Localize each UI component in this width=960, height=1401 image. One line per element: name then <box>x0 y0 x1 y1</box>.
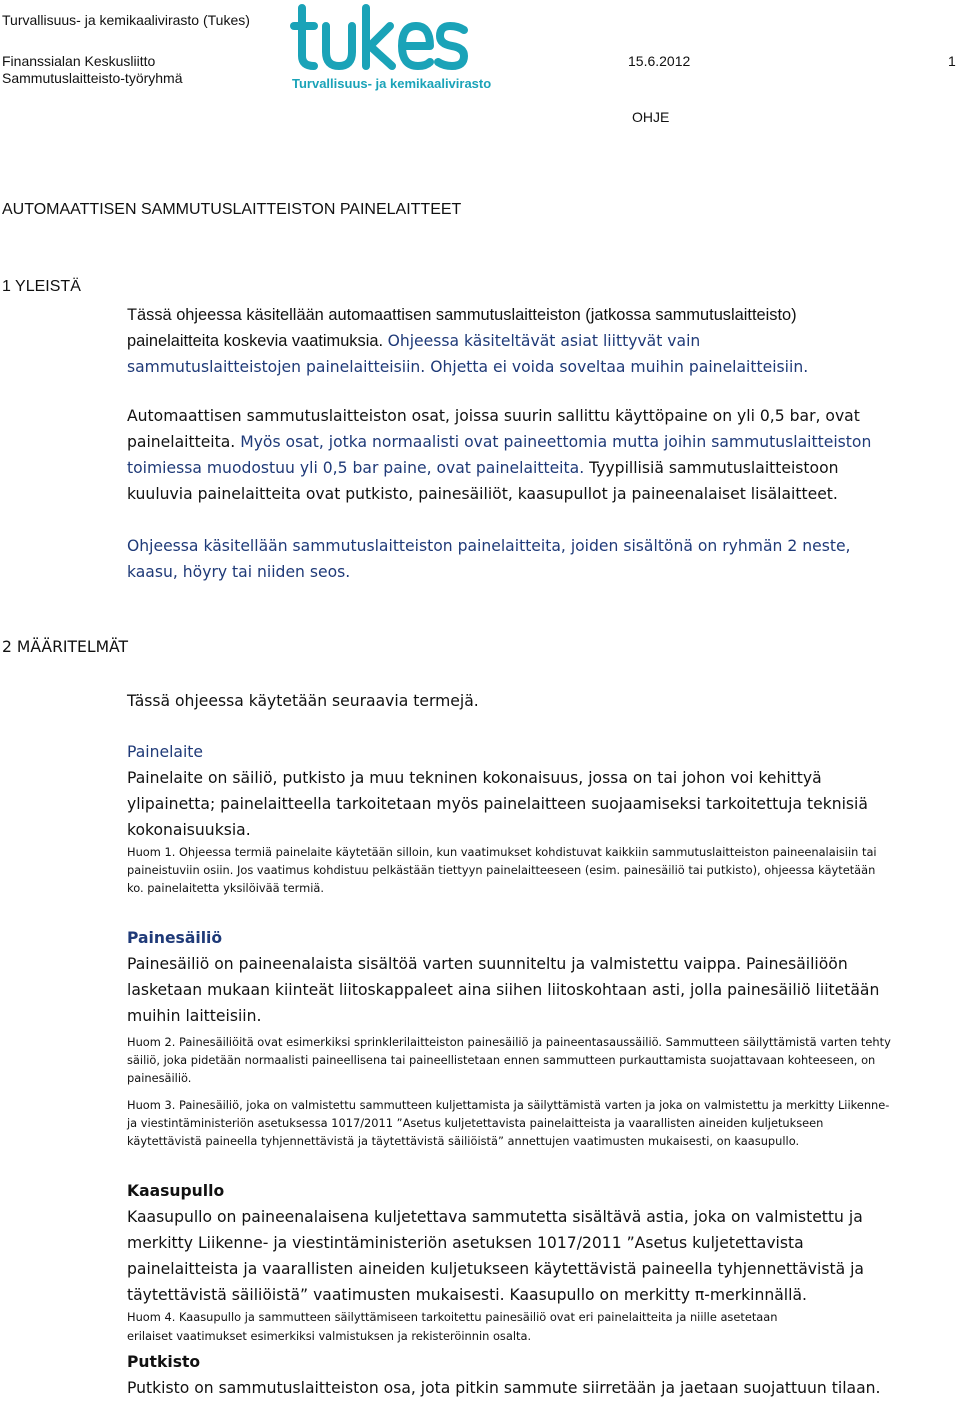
s2-intro: Tässä ohjeessa käytetään seuraavia termejä. <box>127 692 479 710</box>
text-line: Ohjeessa käsitellään sammutuslaitteiston painelaitteita, joiden sisältönä on ryhmän 2 neste, <box>127 537 851 555</box>
note-3 <box>127 1096 889 1150</box>
definition-painelaite <box>127 739 868 843</box>
text-line: säiliö, joka pidetään normaalisti paineellisena tai paineellistetaan ennen sammutteen purkauttamista suojattavaan kohteeseen, on <box>127 1053 876 1067</box>
text-line: paineistuviin osiin. Jos vaatimus kohdistuu pelkästään tiettyyn painelaitteeseen (esim. painesäiliö tai putkisto), ohjeessa käytetään <box>127 863 876 877</box>
text-line <box>127 429 871 455</box>
term-heading: Putkisto <box>127 1353 201 1371</box>
s1-paragraph-2 <box>127 403 871 507</box>
text-line: Putkisto on sammutuslaitteiston osa, jota pitkin sammute siirretään ja jaetaan suojattuun tilaan. <box>127 1379 881 1397</box>
text-line: Huom 3. Painesäiliö, joka on valmistettu sammutteen kuljettamista ja säilyttämistä varten ja joka on valmistettu ja merkitty Liikenne- <box>127 1098 890 1112</box>
text-line: kuuluvia painelaitteita ovat putkisto, painesäiliöt, kaasupullot ja paineenalaiset lisälaitteet. <box>127 485 838 503</box>
text-line: Tässä ohjeessa käsitellään automaattisen sammutuslaitteiston (jatkossa sammutuslaitteisto) <box>127 306 797 324</box>
text-line: painelaitteista ja vaarallisten aineiden kuljetukseen käytettävistä paineella tyhjennettävistä ja <box>127 1260 864 1278</box>
text-span: Myös osat, jotka normaalisti ovat paineettomia mutta joihin sammutuslaitteiston <box>240 433 872 451</box>
text-line: ylipainetta; painelaitteella tarkoitetaan myös painelaitteen suojaamiseksi tarkoitettuja teknisiä <box>127 795 868 813</box>
header-org: Turvallisuus- ja kemikaalivirasto (Tukes) <box>2 12 250 28</box>
text-line: erilaiset vaatimukset esimerkiksi valmistuksen ja rekisteröinnin osalta. <box>127 1329 532 1343</box>
header-date: 15.6.2012 <box>628 53 691 69</box>
tukes-logo <box>290 4 492 94</box>
section-heading-yleista: 1 YLEISTÄ <box>2 278 81 295</box>
note-4 <box>127 1308 778 1346</box>
text-line <box>127 455 871 481</box>
header-group: Sammutuslaitteisto-työryhmä <box>2 70 183 86</box>
logo-tagline: Turvallisuus- ja kemikaalivirasto <box>292 76 492 91</box>
note-2 <box>127 1033 891 1087</box>
text-line: käytettävistä paineella tyhjennettävistä ja täytettävistä säiliöistä” annettujen vaatimusten mukaisesti, on kaasupullo. <box>127 1134 800 1148</box>
text-line: täytettävistä säiliöistä” vaatimusten mukaisesti. Kaasupullo on merkitty π-merkinnällä. <box>127 1286 807 1304</box>
page-number: 1 <box>948 53 956 69</box>
text-line: muihin laitteisiin. <box>127 1007 262 1025</box>
header-association: Finanssialan Keskusliitto <box>2 53 156 69</box>
text-span: painelaitteita koskevia vaatimuksia. <box>127 332 388 350</box>
document-title: AUTOMAATTISEN SAMMUTUSLAITTEISTON PAINELAITTEET <box>2 201 462 218</box>
term-heading: Kaasupullo <box>127 1182 225 1200</box>
note-1 <box>127 843 877 897</box>
text-line: merkitty Liikenne- ja viestintäministeriön asetuksen 1017/2011 ”Asetus kuljetettavista <box>127 1234 804 1252</box>
doc-type: OHJE <box>632 109 670 125</box>
text-line: Huom 2. Painesäiliöitä ovat esimerkiksi sprinklerilaitteiston painesäiliö ja paineentasaussäiliö. Sammutteen säilyttämistä varten tehty <box>127 1035 891 1049</box>
text-line: sammutuslaitteistojen painelaitteisiin. Ohjetta ei voida soveltaa muihin painelaitteisiin. <box>127 358 809 376</box>
text-line: Automaattisen sammutuslaitteiston osat, joissa suurin sallittu käyttöpaine on yli 0,5 bar, ovat <box>127 407 860 425</box>
definition-putkisto <box>127 1349 881 1401</box>
section-heading-maaritelmat: 2 MÄÄRITELMÄT <box>2 638 129 656</box>
text-line: kokonaisuuksia. <box>127 821 251 839</box>
s1-paragraph-1 <box>127 302 808 380</box>
text-line: Kaasupullo on paineenalaisena kuljetettava sammutetta sisältävä astia, joka on valmistettu ja <box>127 1208 863 1226</box>
tukes-logo-graphic <box>290 4 492 94</box>
text-line: Huom 1. Ohjeessa termiä painelaite käytetään silloin, kun vaatimukset kohdistuvat kaikkiin sammutuslaitteiston paineenalaisiin tai <box>127 845 877 859</box>
definition-painesailio <box>127 925 879 1029</box>
term-heading: Painesäiliö <box>127 929 223 947</box>
s1-paragraph-3 <box>127 533 851 585</box>
definition-kaasupullo <box>127 1178 864 1308</box>
text-line: kaasu, höyry tai niiden seos. <box>127 563 351 581</box>
text-line: Painelaite on säiliö, putkisto ja muu tekninen kokonaisuus, jossa on tai johon voi kehittyä <box>127 769 822 787</box>
text-span: Ohjeessa käsiteltävät asiat liittyvät vain <box>387 332 701 350</box>
text-span: painelaitteita. <box>127 433 241 451</box>
text-span: toimiessa muodostuu yli 0,5 bar paine, ovat painelaitteita. <box>127 459 585 477</box>
text-line: Huom 4. Kaasupullo ja sammutteen säilyttämiseen tarkoitettu painesäiliö ovat eri painelaitteita ja niille asetetaan <box>127 1310 778 1324</box>
text-line: lasketaan mukaan kiinteät liitoskappaleet aina siihen liitoskohtaan asti, jolla painesäiliö liitetään <box>127 981 880 999</box>
text-line: painesäiliö. <box>127 1071 192 1085</box>
term-heading: Painelaite <box>127 743 203 761</box>
text-span: Tyypillisiä sammutuslaitteistoon <box>584 459 839 477</box>
text-line: ko. painelaitetta yksilöivää termiä. <box>127 881 324 895</box>
text-line <box>127 328 808 354</box>
text-line: ja viestintäministeriön asetuksessa 1017/2011 ”Asetus kuljetettavista painelaitteista ja vaarallisten aineiden kuljetukseen <box>127 1116 824 1130</box>
text-line: Painesäiliö on paineenalaista sisältöä varten suunniteltu ja valmistettu vaippa. Painesäiliöön <box>127 955 848 973</box>
